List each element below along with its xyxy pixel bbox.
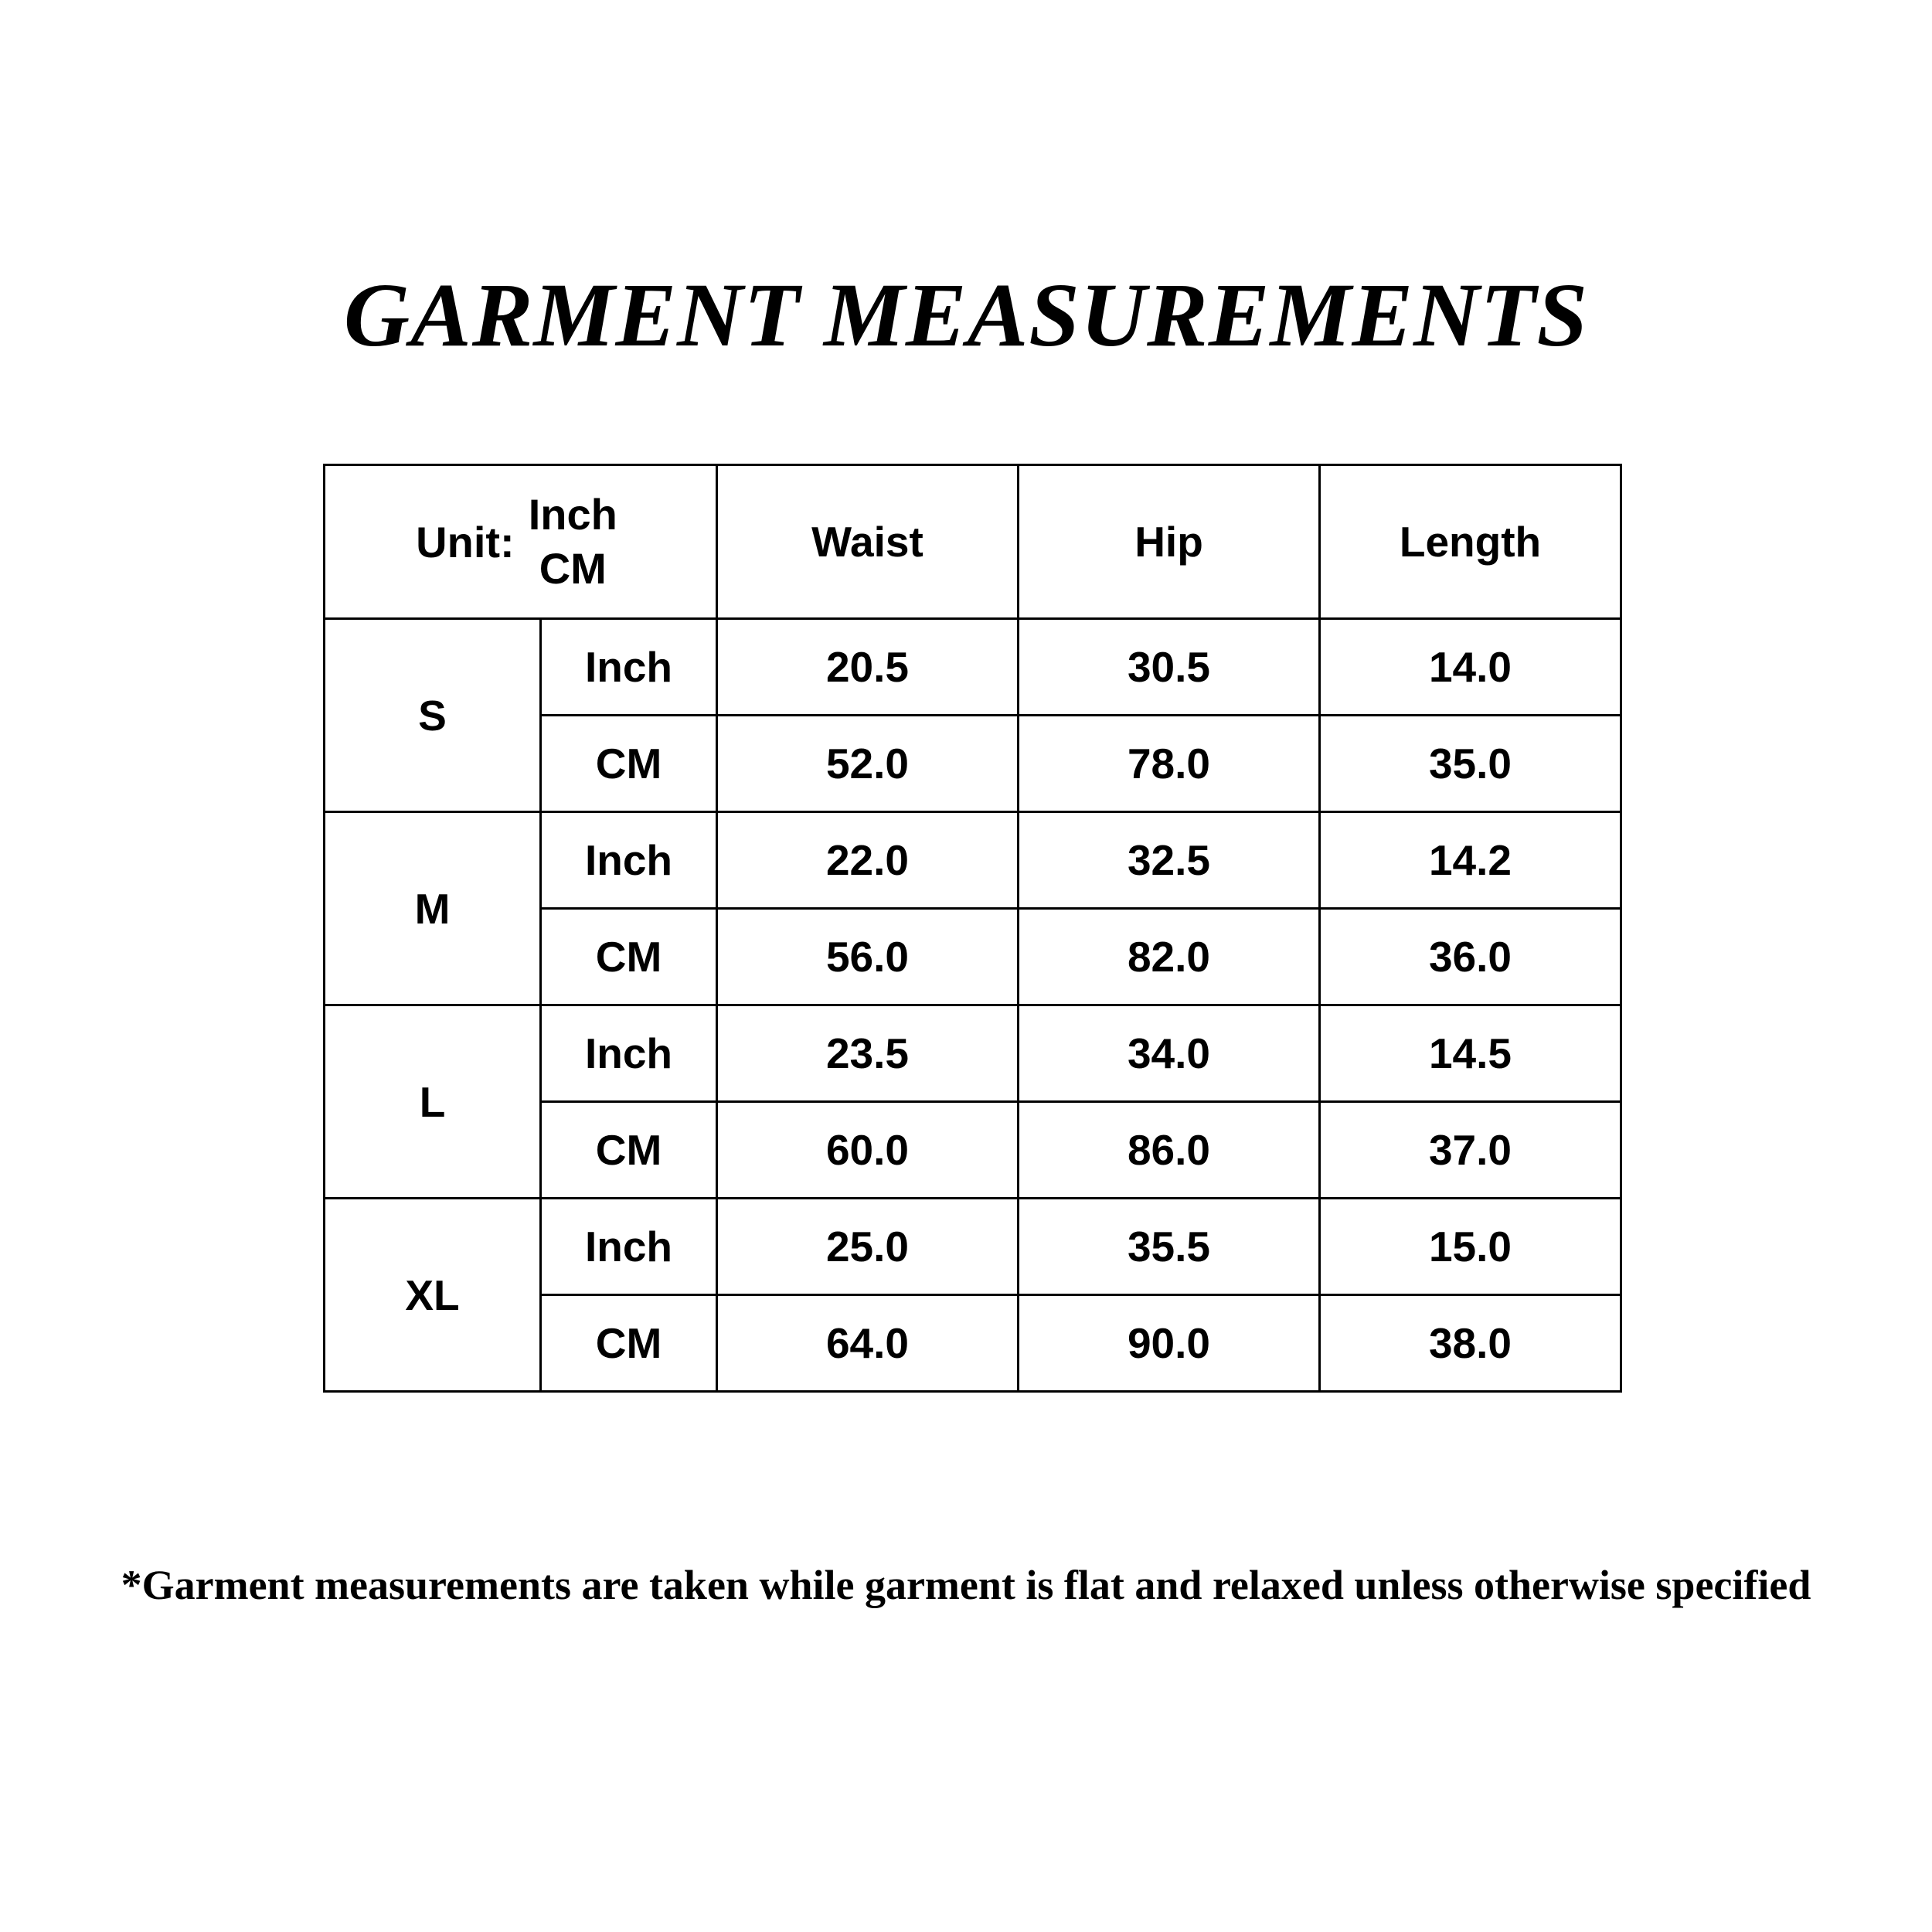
- table-row: [325, 1199, 1621, 1295]
- cell-l-inch-length: 14.5: [1320, 1005, 1621, 1102]
- cell-m-cm-length: 36.0: [1320, 909, 1621, 1005]
- cell-s-cm-hip: 78.0: [1019, 716, 1320, 812]
- table-row: [325, 1005, 1621, 1102]
- cell-s-inch-waist: 20.5: [717, 619, 1019, 716]
- cell-l-cm-hip: 86.0: [1019, 1102, 1320, 1199]
- cell-xl-inch-length: 15.0: [1320, 1199, 1621, 1295]
- cell-s-inch-length: 14.0: [1320, 619, 1621, 716]
- cell-xl-cm-hip: 90.0: [1019, 1295, 1320, 1392]
- garment-measurements-table-wrapper: [323, 464, 1622, 1393]
- cell-xl-inch-hip: 35.5: [1019, 1199, 1320, 1295]
- cell-s-inch-hip: 30.5: [1019, 619, 1320, 716]
- cell-m-cm-waist: 56.0: [717, 909, 1019, 1005]
- unit-label-m-inch: Inch: [541, 812, 717, 909]
- unit-header-fraction: [521, 489, 625, 593]
- column-header-hip: Hip: [1019, 465, 1320, 619]
- size-label-l: L: [325, 1005, 541, 1199]
- cell-xl-inch-waist: 25.0: [717, 1199, 1019, 1295]
- cell-m-cm-hip: 82.0: [1019, 909, 1320, 1005]
- unit-label-l-cm: CM: [541, 1102, 717, 1199]
- cell-xl-cm-waist: 64.0: [717, 1295, 1019, 1392]
- garment-measurements-table: [323, 464, 1622, 1393]
- unit-header-denominator: CM: [539, 543, 607, 593]
- unit-label-xl-cm: CM: [541, 1295, 717, 1392]
- cell-m-inch-hip: 32.5: [1019, 812, 1320, 909]
- unit-label-m-cm: CM: [541, 909, 717, 1005]
- unit-label-s-inch: Inch: [541, 619, 717, 716]
- size-label-s: S: [325, 619, 541, 812]
- table-row: [325, 812, 1621, 909]
- cell-l-inch-hip: 34.0: [1019, 1005, 1320, 1102]
- cell-xl-cm-length: 38.0: [1320, 1295, 1621, 1392]
- table-row: [325, 619, 1621, 716]
- size-label-xl: XL: [325, 1199, 541, 1392]
- unit-label-l-inch: Inch: [541, 1005, 717, 1102]
- cell-m-inch-waist: 22.0: [717, 812, 1019, 909]
- unit-label-xl-inch: Inch: [541, 1199, 717, 1295]
- cell-s-cm-waist: 52.0: [717, 716, 1019, 812]
- cell-l-cm-waist: 60.0: [717, 1102, 1019, 1199]
- size-label-m: M: [325, 812, 541, 1005]
- column-header-waist: Waist: [717, 465, 1019, 619]
- cell-l-inch-waist: 23.5: [717, 1005, 1019, 1102]
- unit-header-label: Unit:: [416, 517, 515, 566]
- column-header-length: Length: [1320, 465, 1621, 619]
- page-title: GARMENT MEASUREMENTS: [343, 264, 1589, 366]
- measurement-footnote: *Garment measurements are taken while garment is flat and relaxed unless otherwise specified: [121, 1562, 1811, 1608]
- cell-l-cm-length: 37.0: [1320, 1102, 1621, 1199]
- unit-header-numerator: Inch: [521, 492, 625, 543]
- unit-label-s-cm: CM: [541, 716, 717, 812]
- cell-m-inch-length: 14.2: [1320, 812, 1621, 909]
- unit-header-cell: [325, 465, 717, 619]
- cell-s-cm-length: 35.0: [1320, 716, 1621, 812]
- table-header-row: [325, 465, 1621, 619]
